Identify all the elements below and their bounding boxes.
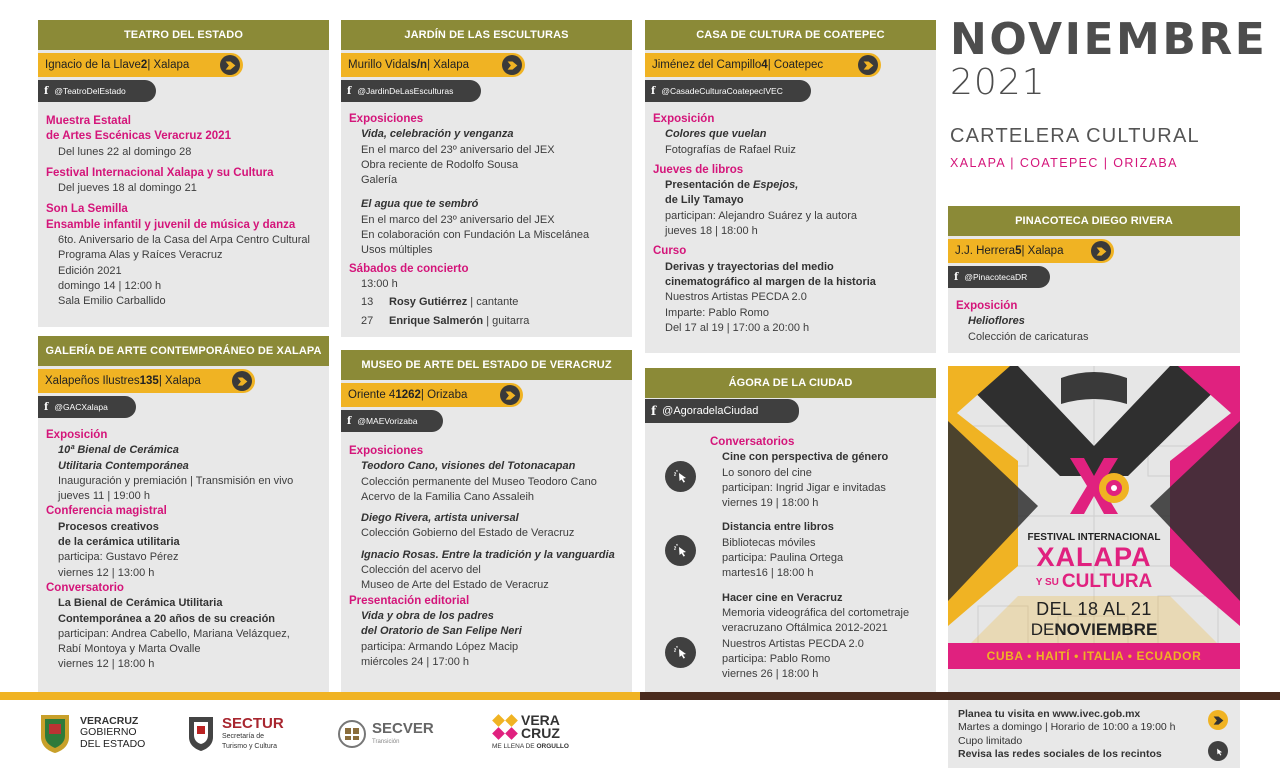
veracruz-flower-icon (492, 714, 518, 740)
secver-mark-icon (336, 719, 368, 749)
card-title: CASA DE CULTURA DE COATEPEC (645, 20, 936, 50)
card-title: GALERÍA DE ARTE CONTEMPORÁNEO DE XALAPA (38, 336, 329, 366)
facebook-icon: f (347, 85, 352, 97)
facebook-handle[interactable]: f @JardinDeLasEsculturas (341, 80, 481, 102)
card-coatepec (645, 20, 936, 353)
location-pin-icon[interactable] (220, 55, 240, 75)
coat-of-arms-icon (38, 712, 72, 754)
facebook-handle[interactable]: f @MAEVorizaba (341, 410, 443, 432)
month-title: NOVIEMBRE (950, 14, 1268, 65)
address-pill: Jiménez del Campillo 4 | Coatepec (645, 53, 881, 77)
card-galeria (38, 336, 329, 692)
address-pill: J.J. Herrera 5 | Xalapa (948, 239, 1114, 263)
sectur-shield-icon (186, 715, 216, 753)
facebook-handle[interactable]: f @PinacotecaDR (948, 266, 1050, 288)
card-body: Exposición 10ª Bienal de Cerámica Utilitaria Contemporánea Inauguración y premiación | Transmisión en vivo jueves 11 | 19:00 h Conferencia magistral Procesos creativos de la cerámica utilitaria participa: Gustavo Pérez viernes 12 | 13:00 h Conversatorio La Bienal de Cerámica Utilitaria Contemporánea a 20 años de su creación participan: Andrea Cabello, Mariana Velázquez, Rabí Montoya y Marta Ovalle viernes 12 | 18:00 h (46, 429, 294, 671)
poster-countries: CUBA • HAITÍ • ITALIA • ECUADOR (986, 649, 1202, 663)
card-title: JARDÍN DE LAS ESCULTURAS (341, 20, 632, 50)
poster-month: DENOVIEMBRE (1030, 620, 1158, 639)
address-pill: Xalapeños Ilustres 135 | Xalapa (38, 369, 255, 393)
veracruz-orgullo-logo: VERA CRUZ ME LLENA DE ORGULLO (492, 712, 569, 750)
facebook-icon: f (347, 415, 352, 427)
cities: XALAPA | COATEPEC | ORIZABA (950, 156, 1178, 170)
address-pill: Murillo Vidal s/n | Xalapa (341, 53, 525, 77)
card-title: PINACOTECA DIEGO RIVERA (948, 206, 1240, 236)
poster-cultura: Y SU CULTURA (1035, 571, 1153, 592)
card-title: ÁGORA DE LA CIUDAD (645, 368, 936, 398)
address-pill: Ignacio de la Llave 2 | Xalapa (38, 53, 243, 77)
location-pin-icon[interactable] (1208, 710, 1228, 730)
location-pin-icon[interactable] (1091, 241, 1111, 261)
poster-artwork (948, 366, 1240, 692)
card-body: Exposición Helioflores Colección de caricaturas (956, 300, 1089, 343)
card-body: Exposiciones Teodoro Cano, visiones del Totonacapan Colección permanente del Museo Teodoro Cano Acervo de la Familia Cano Assaleih Diego Rivera, artista universal Colección Gobierno del Estado de Veracruz Ignacio Rosas. Entre la tradición y la vanguardia Colección del acervo del Museo de Arte del Estado de Veracruz Presentación editorial Vida y obra de los padres del Oratorio de San Felipe Neri participa: Armando López Macip miércoles 24 | 17:00 h (349, 445, 615, 668)
location-pin-icon[interactable] (858, 55, 878, 75)
card-pinacoteca (948, 206, 1240, 353)
poster-xalapa: XALAPA (1036, 542, 1152, 572)
card-agora (645, 368, 936, 692)
facebook-icon: f (954, 271, 959, 283)
poster-fest-label: FESTIVAL INTERNACIONAL (1027, 532, 1161, 543)
facebook-icon: f (44, 85, 49, 97)
veracruz-gov-logo: VERACRUZ GOBIERNO DEL ESTADO (38, 712, 145, 754)
sponsor-logos (0, 700, 948, 768)
facebook-icon: f (44, 401, 49, 413)
card-title: MUSEO DE ARTE DEL ESTADO DE VERACRUZ (341, 350, 632, 380)
facebook-icon: f (651, 85, 656, 97)
card-title: TEATRO DEL ESTADO (38, 20, 329, 50)
card-jardin (341, 20, 632, 337)
card-museo (341, 350, 632, 692)
concert-row: 13 Rosy Gutiérrez | cantante (361, 296, 519, 309)
poster-dates: DEL 18 AL 21 (1036, 599, 1152, 619)
click-pointer-icon[interactable] (665, 461, 696, 492)
click-pointer-icon[interactable] (665, 637, 696, 668)
facebook-icon: f (651, 404, 657, 418)
location-pin-icon[interactable] (232, 371, 252, 391)
card-body: Exposición Colores que vuelan Fotografías de Rafael Ruiz Jueves de libros Presentación de Espejos, de Lily Tamayo participan: Alejandro Suárez y la autora jueves 18 | 18:00 h Curso Derivas y trayectorias del medio cinematográfico al margen de la historia Nuestros Artistas PECDA 2.0 Imparte: Pablo Romo Del 17 al 19 | 17:00 a 20:00 h (653, 113, 876, 334)
card-teatro (38, 20, 329, 327)
footer-color-bar (0, 692, 1280, 700)
facebook-handle[interactable]: f @CasadeCulturaCoatepecIVEC (645, 80, 811, 102)
visit-info: Planea tu visita en www.ivec.gob.mx Martes a domingo | Horario de 10:00 a 19:00 h Cupo limitado Revisa las redes sociales de los recintos (948, 700, 1240, 768)
card-body: Conversatorios Cine con perspectiva de género Lo sonoro del cine participan: Ingrid Jigar e invitadas viernes 19 | 18:00 h Distancia entre libros Bibliotecas móviles participa: Paulina Ortega martes16 | 18:00 h Hacer cine en Veracruz Memoria videográfica del cortometraje veracruzano Oftálmica 2012-2021 Nuestros Artistas PECDA 2.0 participa: Pablo Romo viernes 26 | 18:00 h (710, 436, 910, 681)
location-pin-icon[interactable] (502, 55, 522, 75)
address-pill: Oriente 4 1262 | Orizaba (341, 383, 523, 407)
click-pointer-icon[interactable] (665, 535, 696, 566)
facebook-handle[interactable]: f @TeatroDelEstado (38, 80, 156, 102)
facebook-handle[interactable]: f @AgoradelaCiudad (645, 399, 799, 423)
year-title: 2021 (950, 62, 1046, 103)
card-body: Muestra Estatal de Artes Escénicas Veracruz 2021 Del lunes 22 al domingo 28 Festival Internacional Xalapa y su Cultura Del jueves 18 al domingo 21 Son La Semilla Ensamble infantil y juvenil de música y danza 6to. Aniversario de la Casa del Arpa Centro Cultural Programa Alas y Raíces Veracruz Edición 2021 domingo 14 | 12:00 h Sala Emilio Carballido (46, 115, 310, 308)
card-body: Exposiciones Vida, celebración y venganza En el marco del 23º aniversario del JEX Obra reciente de Rodolfo Sousa Galería El agua que te sembró En el marco del 23º aniversario del JEX En colaboración con Fundación La Miscelánea Usos múltiples Sábados de concierto 13:00 h 13 Rosy Gutiérrez | cantante 27 Enrique Salmerón | guitarra (349, 112, 629, 329)
secver-logo: SECVER Transición (336, 719, 434, 749)
festival-poster (948, 366, 1240, 692)
location-pin-icon[interactable] (500, 385, 520, 405)
sectur-logo: SECTUR Secretaría de Turismo y Cultura (186, 715, 284, 753)
facebook-handle[interactable]: f @GACXalapa (38, 396, 136, 418)
click-pointer-icon[interactable] (1208, 741, 1228, 761)
subtitle: CARTELERA CULTURAL (950, 125, 1200, 147)
concert-row: 27 Enrique Salmerón | guitarra (361, 314, 530, 327)
